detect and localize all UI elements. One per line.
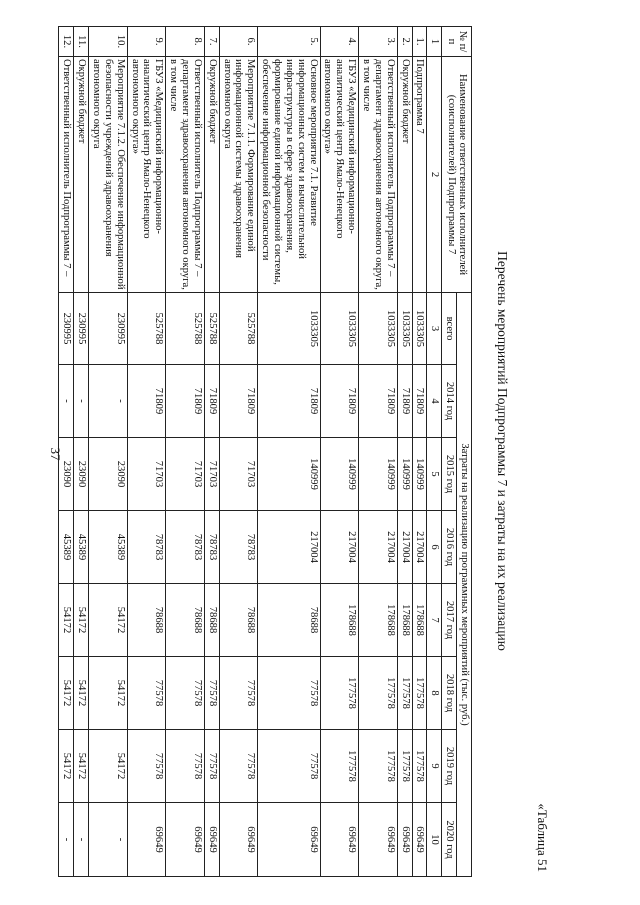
row-year-value: 140999 [320,438,359,511]
column-index: 3 [427,293,442,365]
row-number: 2. [397,27,412,57]
row-year-value: 77578 [127,730,166,803]
row-year-value: 217004 [412,511,427,584]
row-name: Подпрограмма 7 [412,57,427,293]
table-row [89,27,128,877]
row-year-value: 69649 [359,803,398,877]
row-year-value: - [74,365,89,438]
row-year-value: 177578 [359,730,398,803]
row-year-value: 54172 [74,657,89,730]
costs-table [58,26,472,877]
row-number: 1. [412,27,427,57]
row-year-value: 177578 [320,730,359,803]
column-index: 6 [427,511,442,584]
row-name: ГБУЗ «Медицинский информационно-аналитический центр Ямало-Ненецкого автономного округа» [320,57,359,293]
row-year-value: 217004 [397,511,412,584]
row-number: 12. [59,27,74,57]
table-row [412,27,427,877]
row-number: 3. [359,27,398,57]
row-year-value: 54172 [74,730,89,803]
column-index: 9 [427,730,442,803]
row-total: 525788 [204,293,219,365]
row-year-value: 23090 [89,438,128,511]
row-year-value: 23090 [59,438,74,511]
row-year-value: 71809 [166,365,205,438]
row-year-value: 77578 [204,730,219,803]
header-total: всего [442,293,457,365]
row-year-value: 54172 [59,730,74,803]
header-year: 2020 год [442,803,457,877]
row-name: Мероприятие 7.1.2. Обеспечение информационной безопасности учреждений здравоохранения автономного округа [89,57,128,293]
row-name: ГБУЗ «Медицинский информационно-аналитический центр Ямало-Ненецкого автономного округа» [127,57,166,293]
row-name: Окружной бюджет [204,57,219,293]
row-name: Основное мероприятие 7.1. Развитие информационных систем и вычислительной инфраструктуры в сфере здравоохранения, формирование единой информационной системы, обеспечение информационной безопасности [258,57,320,293]
row-year-value: 45389 [89,511,128,584]
table-row [258,27,320,877]
row-year-value: 77578 [258,730,320,803]
row-year-value: 177578 [412,657,427,730]
row-year-value: 45389 [59,511,74,584]
header-number: № п/п [442,27,472,57]
row-year-value: 78783 [219,511,258,584]
header-year: 2015 год [442,438,457,511]
row-number: 11. [74,27,89,57]
column-index: 8 [427,657,442,730]
header-year: 2017 год [442,584,457,657]
table-label: «Таблица 51 [535,803,550,872]
row-year-value: 140999 [397,438,412,511]
row-total: 525788 [166,293,205,365]
row-year-value: 77578 [219,730,258,803]
row-year-value: 45389 [74,511,89,584]
table-body [59,27,427,877]
row-year-value: 23090 [74,438,89,511]
row-year-value: 78688 [258,584,320,657]
rotated-table-page [61,26,602,876]
page-number: 37 [48,447,63,461]
table-title: Перечень мероприятий Подпрограммы 7 и затраты на их реализацию [495,251,510,651]
row-year-value: 69649 [258,803,320,877]
column-index: 7 [427,584,442,657]
row-year-value: 69649 [219,803,258,877]
row-number: 9. [127,27,166,57]
row-name: Ответственный исполнитель Подпрограммы 7 – департамент здравоохранения автономного округа, в том числе [166,57,205,293]
row-year-value: 178688 [320,584,359,657]
table-row [127,27,166,877]
row-year-value: 69649 [412,803,427,877]
row-year-value: 69649 [397,803,412,877]
row-year-value: 54172 [89,730,128,803]
row-year-value: 178688 [412,584,427,657]
row-year-value: 78688 [127,584,166,657]
row-year-value: - [59,365,74,438]
column-index: 10 [427,803,442,877]
row-total: 230995 [74,293,89,365]
table-row [74,27,89,877]
row-year-value: 78688 [219,584,258,657]
row-year-value: 217004 [359,511,398,584]
row-year-value: 177578 [320,657,359,730]
table-row [359,27,398,877]
column-index-row [427,27,442,877]
row-year-value: 69649 [204,803,219,877]
table-row [166,27,205,877]
row-year-value: 140999 [258,438,320,511]
row-number: 5. [258,27,320,57]
row-year-value: 71809 [219,365,258,438]
header-name: Наименование ответственных исполнителей (соисполнителей) Подпрограммы 7 [442,57,472,293]
row-total: 230995 [89,293,128,365]
row-total: 1033305 [412,293,427,365]
row-year-value: - [59,803,74,877]
row-name: Мероприятие 7.1.1. Формирование единой информационной системы здравоохранения автономного округа [219,57,258,293]
row-name: Окружной бюджет [397,57,412,293]
row-year-value: 78688 [204,584,219,657]
column-index: 5 [427,438,442,511]
header-year: 2016 год [442,511,457,584]
column-index: 2 [427,57,442,293]
row-year-value: 77578 [166,657,205,730]
header-costs: Затраты на реализацию программных мероприятий (тыс. руб.) [457,293,472,877]
table-row [397,27,412,877]
row-year-value: 177578 [397,657,412,730]
row-year-value: - [89,803,128,877]
row-year-value: 69649 [320,803,359,877]
row-number: 10. [89,27,128,57]
table-row [204,27,219,877]
row-year-value: 71703 [219,438,258,511]
row-year-value: 178688 [359,584,398,657]
row-year-value: 78783 [204,511,219,584]
row-year-value: 71809 [412,365,427,438]
row-year-value: 69649 [127,803,166,877]
row-name: Окружной бюджет [74,57,89,293]
row-year-value: 71809 [397,365,412,438]
header-year: 2019 год [442,730,457,803]
row-year-value: 77578 [166,730,205,803]
column-index: 1 [427,27,442,57]
row-year-value: 69649 [166,803,205,877]
row-year-value: 54172 [89,584,128,657]
row-total: 1033305 [320,293,359,365]
row-year-value: 71809 [320,365,359,438]
row-year-value: 71703 [127,438,166,511]
row-year-value: 217004 [258,511,320,584]
row-year-value: 71809 [204,365,219,438]
row-year-value: 54172 [89,657,128,730]
row-total: 230995 [59,293,74,365]
table-row [320,27,359,877]
row-name: Ответственный исполнитель Подпрограммы 7 – [59,57,74,293]
row-year-value: 217004 [320,511,359,584]
row-total: 1033305 [397,293,412,365]
row-year-value: 77578 [127,657,166,730]
header-year: 2018 год [442,657,457,730]
row-year-value: - [74,803,89,877]
row-total: 1033305 [258,293,320,365]
row-year-value: 78688 [166,584,205,657]
row-total: 525788 [127,293,166,365]
row-total: 525788 [219,293,258,365]
row-year-value: 177578 [397,730,412,803]
row-year-value: 71809 [359,365,398,438]
row-year-value: 71703 [204,438,219,511]
row-year-value: 177578 [359,657,398,730]
row-year-value: 78783 [127,511,166,584]
row-year-value: 77578 [258,657,320,730]
row-year-value: 140999 [412,438,427,511]
row-year-value: 71703 [166,438,205,511]
header-year: 2014 год [442,365,457,438]
row-year-value: 54172 [74,584,89,657]
row-number: 7. [204,27,219,57]
row-year-value: 177578 [412,730,427,803]
row-year-value: 77578 [219,657,258,730]
row-number: 4. [320,27,359,57]
row-year-value: 140999 [359,438,398,511]
row-number: 8. [166,27,205,57]
row-year-value: 54172 [59,584,74,657]
row-name: Ответственный исполнитель Подпрограммы 7 – департамент здравоохранения автономного округа, в том числе [359,57,398,293]
column-index: 4 [427,365,442,438]
row-year-value: 78783 [166,511,205,584]
row-year-value: 178688 [397,584,412,657]
row-number: 6. [219,27,258,57]
row-year-value: 77578 [204,657,219,730]
row-year-value: 54172 [59,657,74,730]
table-row [219,27,258,877]
row-year-value: 71809 [127,365,166,438]
table-row [59,27,74,877]
row-total: 1033305 [359,293,398,365]
row-year-value: 71809 [258,365,320,438]
row-year-value: - [89,365,128,438]
